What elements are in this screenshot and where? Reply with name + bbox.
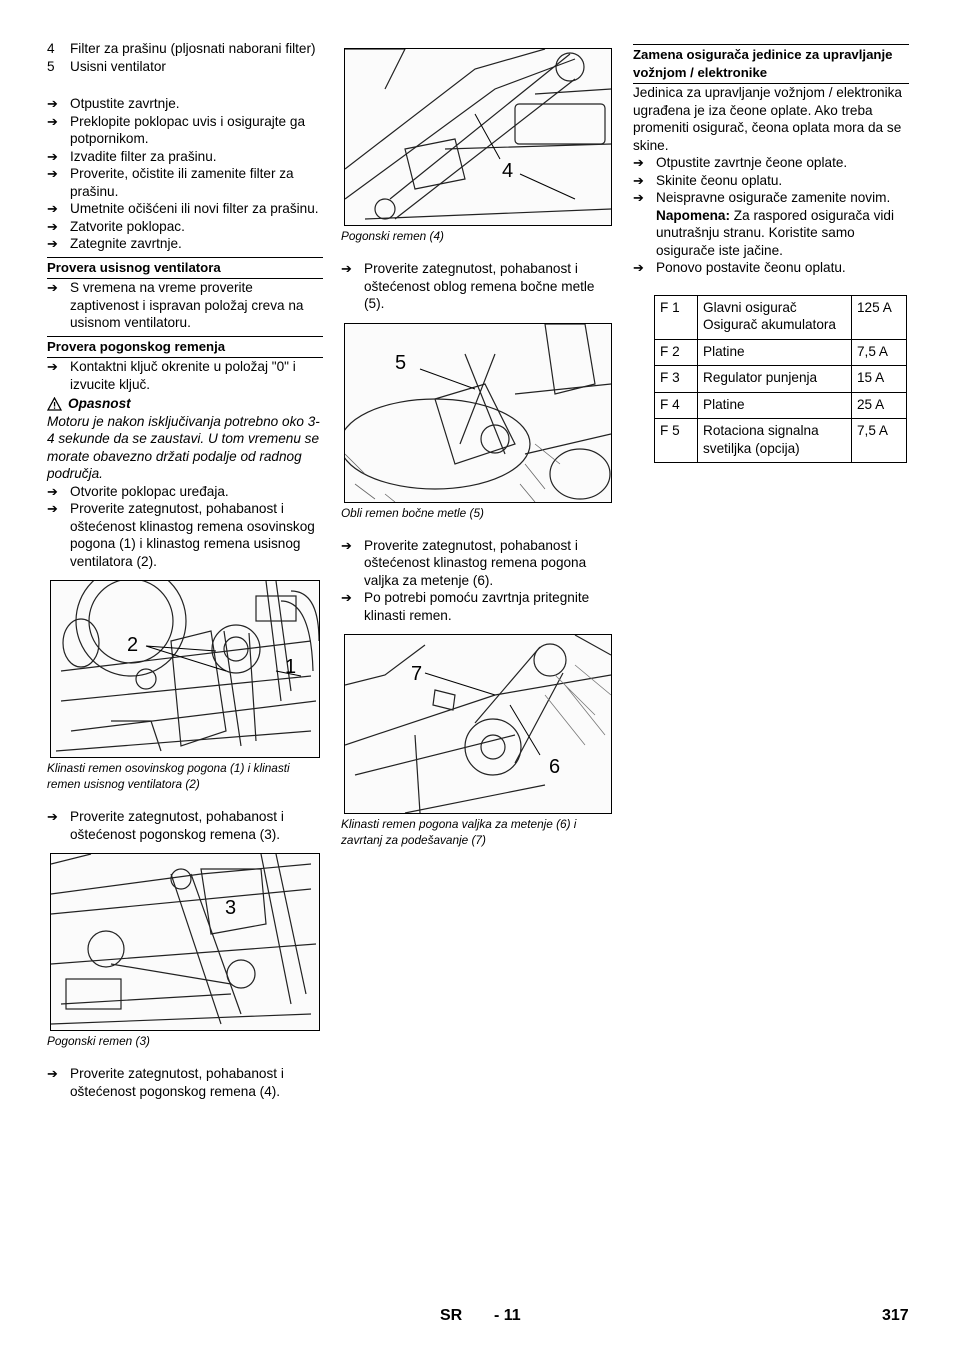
- warning-triangle-icon: [47, 397, 62, 411]
- step-item: ➔ Zatvorite poklopac.: [47, 218, 185, 234]
- list-item: 4 Filter za prašinu (pljosnati naborani filter): [47, 41, 316, 56]
- figure-belt-6-screw-7: [344, 634, 612, 814]
- figure-belt-4: [344, 48, 612, 226]
- step-item: ➔ Proverite zategnutost, pohabanost i oštećenost klinastog remena pogona valjka za metenje (6).: [341, 537, 587, 588]
- table-row: F 5 Rotaciona signalna svetiljka (opcija) 7,5 A: [655, 419, 907, 463]
- figure-label: 3: [225, 897, 237, 919]
- table-row: F 4 Platine 25 A: [655, 392, 907, 419]
- figure-belt-3: [50, 853, 320, 1031]
- figure-belt-5: [344, 323, 612, 503]
- step-item: ➔ Proverite zategnutost, pohabanost i oštećenost klinastog remena osovinskog pogona (1) i klinastog remena usisnog ventilatora (2).: [47, 501, 315, 569]
- machine-illustration: [345, 49, 611, 225]
- step-item: ➔ Otpustite zavrtnje.: [47, 96, 180, 111]
- step-item: ➔ S vremena na vreme proverite zaptivenost i ispravan položaj creva na usisnom ventilatoru.: [47, 280, 304, 330]
- column-middle: [341, 48, 611, 848]
- step-item: ➔ Izvadite filter za prašinu.: [47, 148, 217, 164]
- step-item: ➔ Proverite zategnutost, pohabanost i oštećenost pogonskog remena (4).: [47, 1066, 284, 1099]
- figure-label: 2: [127, 634, 139, 656]
- machine-illustration: [345, 324, 611, 502]
- section-heading: Provera pogonskog remenja: [47, 336, 323, 359]
- figure-caption: Klinasti remen pogona valjka za metenje (6) i zavrtanj za podešavanje (7): [341, 817, 577, 847]
- figure-label: 1: [285, 656, 297, 678]
- list-item: 5 Usisni ventilator: [47, 58, 166, 74]
- figure-label: 6: [549, 756, 561, 778]
- column-right: [633, 40, 909, 463]
- figure-caption: Pogonski remen (3): [47, 1034, 150, 1048]
- step-item: ➔ Ponovo postavite čeonu oplatu.: [633, 260, 846, 275]
- step-item: ➔ Otpustite zavrtnje čeone oplate.: [633, 155, 848, 170]
- table-row: F 1 Glavni osigurač Osigurač akumulatora 125 A: [655, 295, 907, 339]
- section-heading: Zamena osigurača jedinice za upravljanje vožnjom / elektronike: [633, 44, 909, 84]
- intro-text: Jedinica za upravljanje vožnjom / elektronika ugrađena je iza čeone oplate. Ako treba promeniti osigurač, čeona oplata mora da se skine.: [633, 85, 902, 153]
- step-item: ➔ Zategnite zavrtnje.: [47, 236, 182, 251]
- step-item: ➔ Otvorite poklopac uređaja.: [47, 483, 229, 499]
- step-item: ➔ Kontaktni ključ okrenite u položaj "0" i izvucite ključ.: [47, 359, 296, 392]
- step-item: ➔ Proverite zategnutost, pohabanost i oštećenost oblog remena bočne metle (5).: [341, 261, 595, 311]
- steps-filter: [47, 95, 323, 253]
- table-row: F 2 Platine 7,5 A: [655, 339, 907, 366]
- machine-illustration: [51, 581, 319, 757]
- figure-label: 4: [502, 160, 514, 182]
- figure-belts-1-2: [50, 580, 320, 758]
- step-item: ➔ Po potrebi pomoću zavrtnja pritegnite klinasti remen.: [341, 590, 590, 623]
- step-item: ➔ Proverite, očistite ili zamenite filter za prašinu.: [47, 166, 294, 199]
- parts-list: [47, 40, 323, 75]
- figure-label: 5: [395, 351, 407, 374]
- section-heading: Provera usisnog ventilatora: [47, 257, 323, 280]
- step-item: ➔ Proverite zategnutost, pohabanost i oštećenost pogonskog remena (3).: [47, 809, 284, 842]
- step-item: ➔ Skinite čeonu oplatu.: [633, 172, 783, 188]
- step-item: ➔ Umetnite očišćeni ili novi filter za prašinu.: [47, 201, 319, 216]
- footer-page-number: 317: [882, 1307, 909, 1324]
- warning-heading: Opasnost: [47, 395, 323, 413]
- figure-caption: Klinasti remen osovinskog pogona (1) i klinasti remen usisnog ventilatora (2): [47, 761, 290, 791]
- figure-label: 7: [411, 663, 423, 685]
- footer-page-local: - 11: [494, 1307, 521, 1324]
- note-text: Napomena: Za raspored osigurača vidi unutrašnju stranu. Koristite samo osigurače iste jačine.: [656, 207, 894, 258]
- fuse-table: [654, 295, 907, 464]
- machine-illustration: [345, 635, 611, 813]
- footer-lang: SR: [440, 1307, 463, 1324]
- warning-text: Motoru je nakon isključivanja potrebno oko 3-4 sekunde da se zaustavi. U tom vremenu se morate obavezno držati podalje od radnog područja.: [47, 413, 320, 481]
- column-left: [47, 40, 323, 1100]
- step-item: ➔ Preklopite poklopac uvis i osigurajte ga potpornikom.: [47, 113, 306, 146]
- machine-illustration: [51, 854, 319, 1030]
- figure-caption: Pogonski remen (4): [341, 229, 444, 243]
- table-row: F 3 Regulator punjenja 15 A: [655, 366, 907, 393]
- figure-caption: Obli remen bočne metle (5): [341, 505, 484, 520]
- step-item: ➔ Neispravne osigurače zamenite novim.: [633, 190, 891, 205]
